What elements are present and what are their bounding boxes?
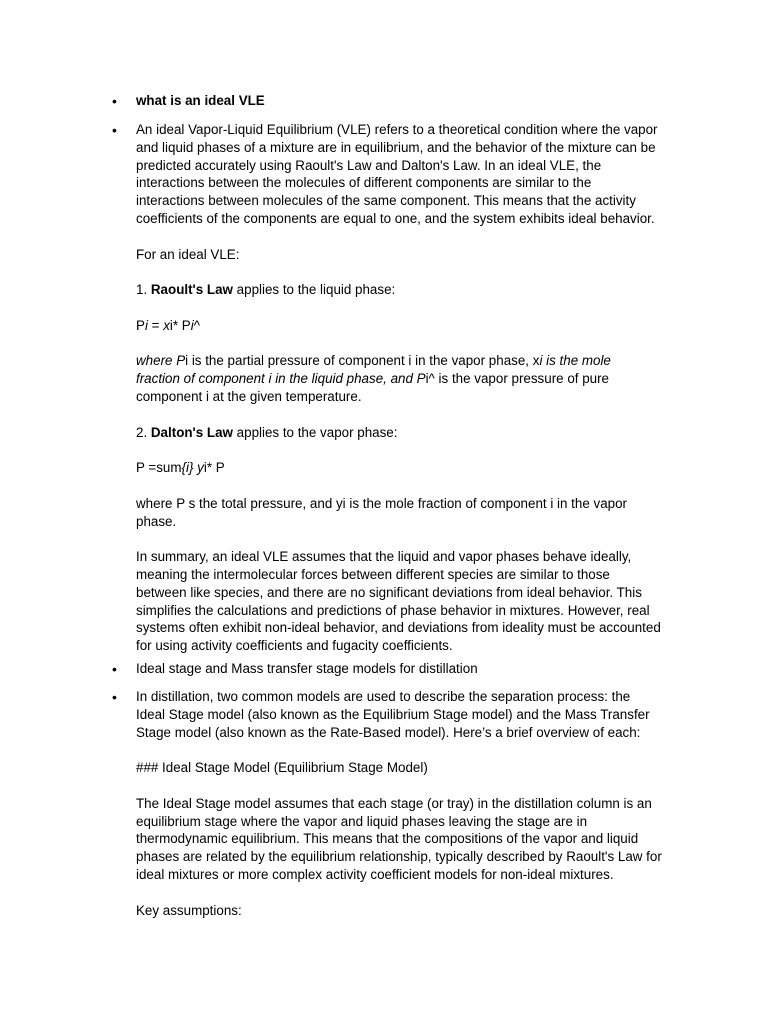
- paragraph-line: In distillation, two common models are used to describe the separation process: the: [136, 689, 631, 704]
- bullet-marker: •: [112, 122, 117, 138]
- paragraph-line: phase.: [136, 513, 177, 529]
- paragraph-line: equilibrium stage where the vapor and liquid phases leaving the stage are in: [136, 813, 588, 829]
- paragraph-line: component i at the given temperature.: [136, 388, 362, 404]
- subheading-ideal-stage: ### Ideal Stage Model (Equilibrium Stage Model): [136, 760, 428, 776]
- paragraph-line: predicted accurately using Raoult's Law and Dalton's Law. In an ideal VLE, the: [136, 157, 602, 173]
- paragraph-line: Stage model (also known as the Rate-Based model). Here’s a brief overview of each:: [136, 724, 641, 740]
- paragraph-line: interactions between the molecules of different components are similar to the: [136, 175, 592, 191]
- paragraph-line: where P s the total pressure, and yi is the mole fraction of component i in the vapor: [136, 495, 628, 511]
- ideal-vle-body: [136, 121, 696, 655]
- paragraph-line: thermodynamic equilibrium. This means that the compositions of the vapor and liquid: [136, 831, 639, 847]
- raoult-equation: Pi = xi* Pi^: [136, 317, 201, 333]
- paragraph-line: Key assumptions:: [136, 902, 242, 918]
- paragraph-line: Ideal Stage model (also known as the Equilibrium Stage model) and the Mass Transfer: [136, 706, 650, 722]
- paragraph-line: An ideal Vapor-Liquid Equilibrium (VLE) refers to a theoretical condition where the vapor: [136, 122, 658, 137]
- paragraph-line: where Pi is the partial pressure of component i in the vapor phase, xi is the mole: [136, 353, 611, 369]
- paragraph-line: simplifies the calculations and predictions of phase behavior in mixtures. However, real: [136, 602, 650, 618]
- bullet-marker: •: [112, 661, 117, 677]
- bullet-marker: •: [112, 93, 117, 109]
- paragraph-line: and liquid phases of a mixture are in equilibrium, and the behavior of the mixture can be: [136, 139, 656, 155]
- raoult-law-line: 1. Raoult's Law applies to the liquid phase:: [136, 282, 396, 298]
- paragraph-line: fraction of component i in the liquid phase, and Pi^ is the vapor pressure of pure: [136, 371, 610, 387]
- dalton-equation: P =sum{i} yi* P: [136, 460, 225, 476]
- paragraph-line: The Ideal Stage model assumes that each stage (or tray) in the distillation column is an: [136, 795, 652, 811]
- paragraph-line: meaning the intermolecular forces between different species are similar to those: [136, 566, 610, 582]
- paragraph-line: between like species, and there are no significant deviations from ideal behavior. This: [136, 584, 642, 600]
- paragraph-line: ideal mixtures or more complex activity coefficient models for non-ideal mixtures.: [136, 866, 614, 882]
- paragraph-line: interactions between molecules of the same component. This means that the activity: [136, 193, 636, 209]
- heading-text: what is an ideal VLE: [136, 93, 265, 108]
- paragraph-line: In summary, an ideal VLE assumes that the liquid and vapor phases behave ideally,: [136, 549, 632, 565]
- distillation-body: [136, 688, 696, 919]
- section-heading-ideal-vle: [136, 92, 696, 110]
- paragraph-line: phases are related by the equilibrium relationship, typically described by Raoult's Law for: [136, 849, 662, 865]
- paragraph-line: coefficients of the components are equal to one, and the system exhibits ideal behavior.: [136, 210, 655, 226]
- bullet-marker: •: [112, 689, 117, 705]
- paragraph-line: For an ideal VLE:: [136, 246, 240, 262]
- dalton-law-line: 2. Dalton's Law applies to the vapor phase:: [136, 424, 398, 440]
- paragraph-line: Ideal stage and Mass transfer stage models for distillation: [136, 661, 478, 676]
- paragraph-line: systems often exhibit non-ideal behavior, and deviations from ideality must be accounted: [136, 620, 661, 636]
- section-heading-distillation: [136, 660, 696, 678]
- paragraph-line: for using activity coefficients and fugacity coefficients.: [136, 638, 453, 654]
